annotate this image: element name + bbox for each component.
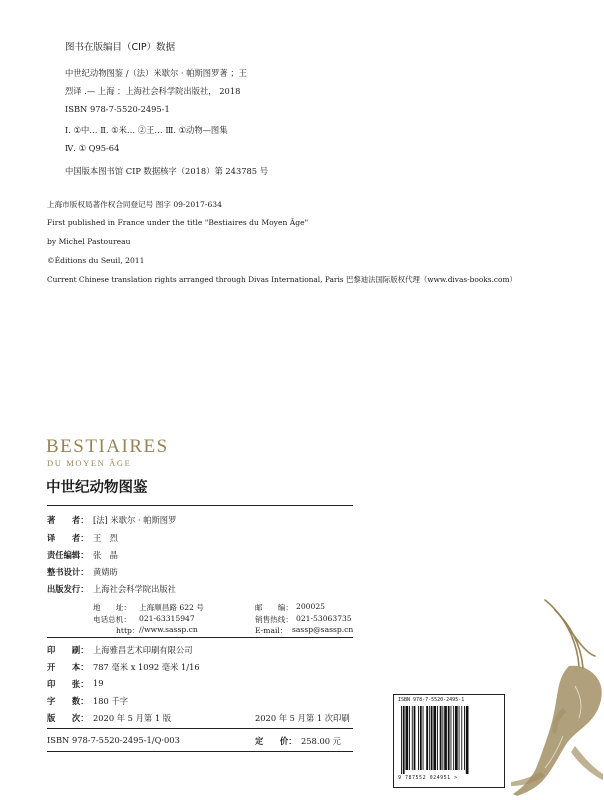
phone-value: 021-63315947 [139, 614, 195, 623]
cip-line: Ⅳ. ① Q95-64 [65, 143, 120, 153]
publisher-label: 出版发行： [47, 584, 89, 594]
barcode-bar [426, 706, 428, 770]
barcode-bar [461, 706, 462, 770]
copyright-line: 上海市版权局著作权合同登记号 图字 09-2017-634 [47, 200, 222, 209]
printer-label: 印 刷： [47, 645, 89, 655]
barcode-bar [403, 706, 405, 774]
barcode-bar [459, 706, 460, 770]
barcode-bar [414, 706, 416, 770]
edition-label: 版 次： [47, 713, 89, 723]
format-value: 787 毫米 x 1092 毫米 1/16 [93, 662, 200, 672]
postcode-value: 200025 [296, 602, 325, 611]
barcode-bottom-text: 9 787552 024951 > [398, 775, 458, 781]
postcode-label: 邮 编： [255, 603, 293, 612]
email-label: E-mail： [255, 626, 288, 635]
copyright-line: ©Éditions du Seuil, 2011 [47, 256, 145, 265]
printing-value: 2020 年 5 月第 1 次印刷 [255, 713, 350, 723]
barcode-bar [466, 706, 469, 774]
book-title: 中世纪动物图鉴 [46, 479, 148, 496]
brand-title: BESTIAIRES [46, 436, 169, 457]
phone-label: 电话总机： [93, 615, 131, 624]
barcode-bar [406, 706, 409, 770]
antelope-illustration [505, 596, 604, 800]
words-label: 字 数： [47, 696, 89, 706]
barcode-bar [453, 706, 454, 770]
designer-value: 黄婧昉 [93, 567, 118, 577]
copyright-line: Current Chinese translation rights arranged through Divas International, Paris 巴黎迪法国际版权代理（www.divas-books.com） [47, 275, 517, 284]
barcode-bars [400, 706, 498, 774]
barcode-bar [412, 706, 413, 770]
words-value: 180 千字 [93, 696, 129, 706]
barcode-bar [448, 706, 450, 770]
address-value: 上海顺昌路 622 号 [139, 603, 204, 612]
translator-label: 译 者： [47, 533, 89, 543]
publisher-value: 上海社会科学院出版社 [93, 584, 176, 594]
copyright-line: First published in France under the title "Bestiaires du Moyen Âge" [47, 218, 309, 227]
website-label: http： [116, 626, 140, 635]
edition-value: 2020 年 5 月第 1 版 [93, 713, 172, 723]
barcode-bar [401, 706, 402, 774]
cip-line: Ⅰ. ①中… Ⅱ. ①米… ②王… Ⅲ. ①动物—图集 [65, 125, 228, 135]
sheets-label: 印 张： [47, 679, 89, 689]
barcode-bar [442, 706, 443, 770]
barcode-bar [431, 706, 433, 770]
copyright-line: by Michel Pastoureau [47, 237, 131, 246]
barcode-bar [440, 706, 442, 770]
isbn-footer: ISBN 978-7-5520-2495-1/Q·003 [47, 735, 180, 745]
divider [47, 728, 353, 729]
website-value: //www.sassp.cn [139, 625, 198, 634]
format-label: 开 本： [47, 662, 89, 672]
author-label: 著 者： [47, 515, 89, 525]
brand-subtitle: DU MOYEN ÂGE [47, 458, 132, 468]
barcode-bar [409, 706, 410, 770]
barcode-bar [423, 706, 424, 770]
price-value: 258.00 元 [301, 736, 341, 746]
barcode-bar [420, 706, 422, 770]
price-label: 定 价： [255, 736, 297, 746]
author-value: [法] 米歇尔 · 帕斯图罗 [93, 515, 177, 525]
barcode-bar [464, 706, 465, 770]
isbn-barcode [393, 694, 505, 788]
divider [47, 637, 353, 638]
translator-value: 王 烈 [93, 533, 118, 543]
barcode-top-text: ISBN 978-7-5520-2495-1 [398, 697, 465, 703]
editor-label: 责任编辑： [47, 550, 89, 560]
sheets-value: 19 [93, 678, 104, 688]
cip-heading: 图书在版编目（CIP）数据 [65, 42, 176, 53]
printer-value: 上海雅昌艺术印刷有限公司 [93, 645, 193, 655]
barcode-bar [429, 706, 430, 770]
cip-line: 中世纪动物图鉴 /（法）米歇尔 · 帕斯图罗著 ；王 [65, 68, 247, 78]
barcode-bar [418, 706, 419, 770]
barcode-bar [451, 706, 452, 770]
divider [47, 751, 353, 752]
address-label: 地 址： [93, 603, 131, 612]
designer-label: 整书设计： [47, 567, 89, 577]
barcode-bar [437, 706, 438, 770]
cip-line: ISBN 978-7-5520-2495-1 [65, 104, 170, 114]
sales-label: 销售热线： [255, 615, 293, 624]
sales-value: 021-53063735 [296, 614, 352, 623]
divider [47, 505, 353, 506]
barcode-bar [455, 706, 458, 770]
cip-number: 中国版本图书馆 CIP 数据核字（2018）第 243785 号 [65, 166, 268, 176]
cip-line: 烈译 .— 上海 ：上海社会科学院出版社， 2018 [65, 86, 241, 96]
barcode-bar [433, 706, 436, 770]
barcode-bar [444, 706, 447, 770]
email-value: sassp@sassp.cn [292, 625, 354, 634]
editor-value: 张 晶 [93, 550, 118, 560]
